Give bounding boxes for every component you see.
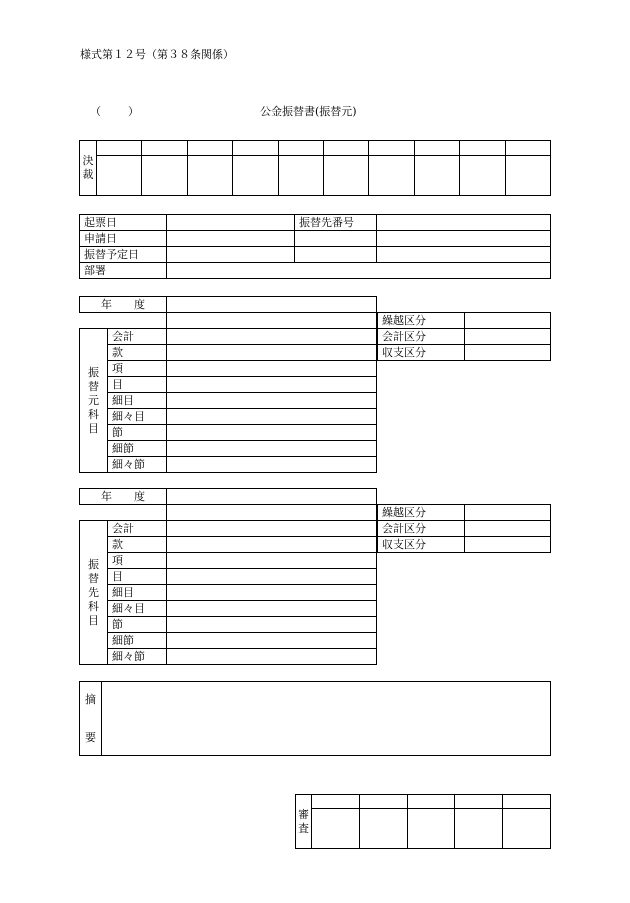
shinsei-date-label: 申請日	[80, 231, 167, 247]
source-row-field[interactable]	[167, 425, 377, 441]
source-row-label: 目	[108, 377, 167, 393]
approval-table	[79, 140, 551, 196]
dest-row-field[interactable]	[167, 537, 377, 553]
source-year-label: 年 度	[80, 297, 167, 313]
audit-stamp-header[interactable]	[455, 795, 503, 809]
approval-stamp-header[interactable]	[460, 141, 505, 156]
dest-row-field[interactable]	[167, 553, 377, 569]
form-number: 様式第１２号（第３８条関係）	[80, 48, 234, 61]
paren-close: ）	[128, 105, 139, 118]
dest-row-field[interactable]	[167, 585, 377, 601]
source-row-label: 細々目	[108, 409, 167, 425]
summary-field[interactable]	[102, 682, 551, 756]
approval-stamp-header[interactable]	[369, 141, 414, 156]
info-empty-cell[interactable]	[377, 231, 551, 247]
source-row-label: 款	[108, 345, 167, 361]
approval-stamp-cell[interactable]	[505, 156, 550, 196]
audit-stamp-cell[interactable]	[407, 809, 455, 849]
dest-row-label: 節	[108, 617, 167, 633]
source-kaikei-kubun-label: 会計区分	[378, 329, 465, 345]
dest-row-label: 目	[108, 569, 167, 585]
source-account-table	[79, 328, 377, 473]
dest-row-field[interactable]	[167, 601, 377, 617]
dest-row-label: 項	[108, 553, 167, 569]
source-row-label: 細目	[108, 393, 167, 409]
approval-stamp-header[interactable]	[187, 141, 232, 156]
source-row-label: 会計	[108, 329, 167, 345]
source-row-label: 細節	[108, 441, 167, 457]
kihyo-date-label: 起票日	[80, 215, 167, 231]
dest-year-field[interactable]	[167, 489, 377, 505]
source-row-field[interactable]	[167, 345, 377, 361]
approval-stamp-cell[interactable]	[187, 156, 232, 196]
furikae-saki-no-label: 振替先番号	[295, 215, 377, 231]
page-title: 公金振替書(振替元)	[260, 105, 357, 118]
source-vertical-label: 振 替 元 科 目	[80, 329, 108, 473]
source-kurikoshi-kubun-field[interactable]	[465, 313, 551, 329]
approval-stamp-header[interactable]	[142, 141, 187, 156]
dest-kubun-table	[377, 504, 551, 553]
busho-label: 部署	[80, 263, 167, 279]
audit-stamp-cell[interactable]	[312, 809, 360, 849]
source-shushi-kubun-label: 収支区分	[378, 345, 465, 361]
dest-row-label: 細々目	[108, 601, 167, 617]
dest-vertical-label: 振 替 先 科 目	[80, 521, 108, 665]
approval-stamp-cell[interactable]	[369, 156, 414, 196]
approval-stamp-header[interactable]	[323, 141, 368, 156]
approval-stamp-header[interactable]	[414, 141, 459, 156]
audit-stamp-cell[interactable]	[455, 809, 503, 849]
dest-year-table	[79, 488, 377, 505]
dest-year-label: 年 度	[80, 489, 167, 505]
dest-blank-field[interactable]	[167, 505, 377, 521]
dest-row-field[interactable]	[167, 617, 377, 633]
source-row-field[interactable]	[167, 457, 377, 473]
summary-label: 摘 要	[80, 682, 102, 756]
dest-row-label: 細々節	[108, 649, 167, 665]
dest-row-label: 細節	[108, 633, 167, 649]
dest-row-field[interactable]	[167, 633, 377, 649]
info-table	[79, 214, 551, 279]
approval-stamp-cell[interactable]	[278, 156, 323, 196]
dest-blank-table	[166, 504, 377, 521]
audit-label: 審 査	[296, 795, 312, 849]
approval-label: 決 裁	[80, 141, 97, 196]
dest-row-label: 款	[108, 537, 167, 553]
kihyo-date-field[interactable]	[167, 215, 295, 231]
info-empty-cell[interactable]	[377, 247, 551, 263]
summary-table	[79, 681, 551, 756]
approval-stamp-header[interactable]	[233, 141, 278, 156]
source-row-field[interactable]	[167, 393, 377, 409]
dest-shushi-kubun-field[interactable]	[465, 537, 551, 553]
source-kurikoshi-kubun-label: 繰越区分	[378, 313, 465, 329]
audit-table	[295, 794, 551, 849]
audit-stamp-header[interactable]	[407, 795, 455, 809]
approval-stamp-header[interactable]	[505, 141, 550, 156]
dest-kaikei-kubun-label: 会計区分	[378, 521, 465, 537]
furikae-saki-no-field[interactable]	[377, 215, 551, 231]
dest-kaikei-kubun-field[interactable]	[465, 521, 551, 537]
approval-stamp-cell[interactable]	[97, 156, 142, 196]
approval-stamp-cell[interactable]	[142, 156, 187, 196]
dest-kurikoshi-kubun-field[interactable]	[465, 505, 551, 521]
audit-stamp-cell[interactable]	[359, 809, 407, 849]
approval-stamp-cell[interactable]	[323, 156, 368, 196]
source-row-field[interactable]	[167, 377, 377, 393]
source-row-label: 項	[108, 361, 167, 377]
audit-stamp-cell[interactable]	[503, 809, 551, 849]
info-empty-cell[interactable]	[295, 231, 377, 247]
source-year-field[interactable]	[167, 297, 377, 313]
approval-stamp-cell[interactable]	[460, 156, 505, 196]
approval-stamp-header[interactable]	[278, 141, 323, 156]
dest-shushi-kubun-label: 収支区分	[378, 537, 465, 553]
dest-kurikoshi-kubun-label: 繰越区分	[378, 505, 465, 521]
paren-open: （	[90, 105, 101, 118]
info-empty-cell[interactable]	[295, 247, 377, 263]
audit-stamp-header[interactable]	[312, 795, 360, 809]
approval-stamp-cell[interactable]	[414, 156, 459, 196]
shinsei-date-field[interactable]	[167, 231, 295, 247]
audit-stamp-header[interactable]	[359, 795, 407, 809]
dest-row-label: 会計	[108, 521, 167, 537]
source-row-label: 細々節	[108, 457, 167, 473]
source-row-label: 節	[108, 425, 167, 441]
audit-stamp-header[interactable]	[503, 795, 551, 809]
source-year-table	[79, 296, 377, 313]
source-blank-field[interactable]	[167, 313, 377, 329]
busho-field[interactable]	[167, 263, 551, 279]
source-row-field[interactable]	[167, 441, 377, 457]
source-kaikei-kubun-field[interactable]	[465, 329, 551, 345]
dest-row-field[interactable]	[167, 521, 377, 537]
dest-row-field[interactable]	[167, 569, 377, 585]
approval-stamp-header[interactable]	[97, 141, 142, 156]
source-kubun-table	[377, 312, 551, 361]
dest-row-label: 細目	[108, 585, 167, 601]
dest-row-field[interactable]	[167, 649, 377, 665]
source-row-field[interactable]	[167, 329, 377, 345]
furikae-yotei-date-label: 振替予定日	[80, 247, 167, 263]
source-row-field[interactable]	[167, 361, 377, 377]
approval-stamp-cell[interactable]	[233, 156, 278, 196]
source-blank-table	[166, 312, 377, 329]
source-shushi-kubun-field[interactable]	[465, 345, 551, 361]
source-row-field[interactable]	[167, 409, 377, 425]
dest-account-table	[79, 520, 377, 665]
furikae-yotei-date-field[interactable]	[167, 247, 295, 263]
